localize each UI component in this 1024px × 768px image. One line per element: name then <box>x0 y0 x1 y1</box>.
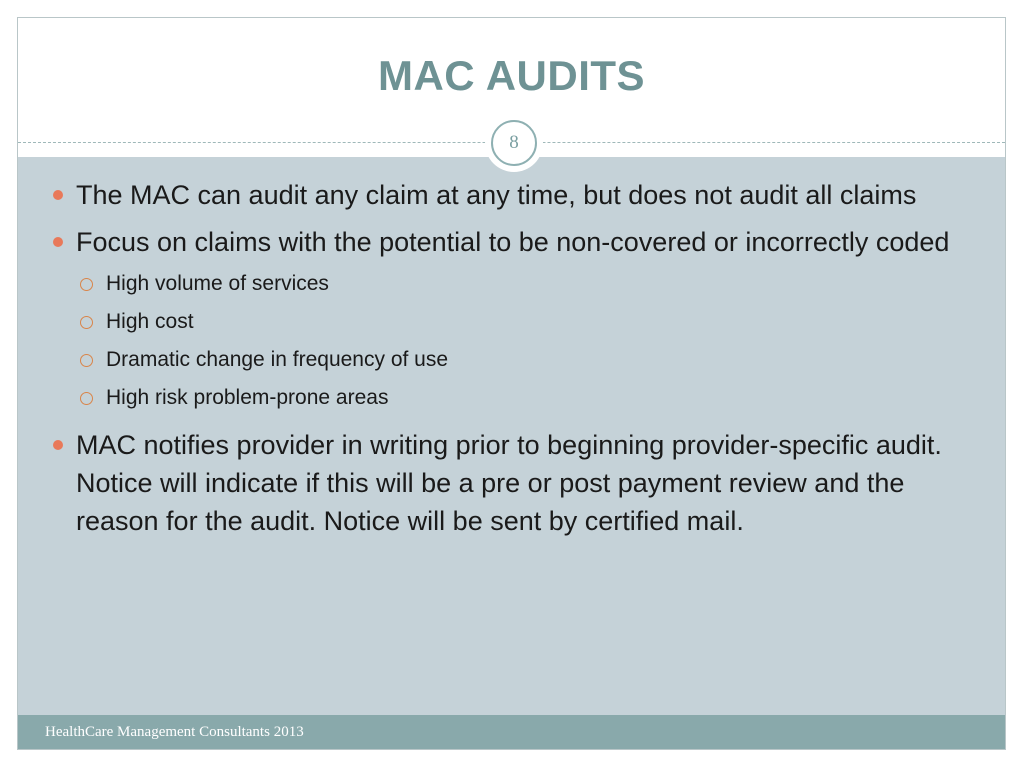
bullet-dot-icon <box>53 190 63 200</box>
bullet-text: Focus on claims with the potential to be non-covered or incorrectly coded <box>76 227 950 257</box>
ring-bullet-icon <box>80 316 93 329</box>
sub-bullet-list <box>76 265 968 417</box>
bullet-list <box>48 176 968 549</box>
ring-bullet-icon <box>80 392 93 405</box>
page-number: 8 <box>491 120 537 166</box>
footer-text: HealthCare Management Consultants 2013 <box>45 724 304 740</box>
sub-bullet-item <box>76 265 968 303</box>
footer-bar <box>18 715 1005 750</box>
slide <box>17 17 1006 750</box>
page-number-badge <box>485 114 543 172</box>
sub-bullet-text: High volume of services <box>106 272 329 295</box>
sub-bullet-text: High cost <box>106 310 194 333</box>
bullet-dot-icon <box>53 237 63 247</box>
bullet-text: The MAC can audit any claim at any time, but does not audit all claims <box>76 180 917 210</box>
bullet-text: MAC notifies provider in writing prior to beginning provider-specific audit. Notice will indicate if this will be a pre or post payment review and the reason for the audit. Notice will be sent by certified mail. <box>76 430 942 536</box>
bullet-item <box>48 426 968 540</box>
bullet-dot-icon <box>53 440 63 450</box>
sub-bullet-item <box>76 341 968 379</box>
slide-title: MAC AUDITS <box>377 52 646 99</box>
ring-bullet-icon <box>80 278 93 291</box>
sub-bullet-item <box>76 303 968 341</box>
bullet-item <box>48 176 968 214</box>
sub-bullet-text: High risk problem-prone areas <box>106 386 389 409</box>
sub-bullet-text: Dramatic change in frequency of use <box>106 348 449 371</box>
bullet-item <box>48 223 968 417</box>
ring-bullet-icon <box>80 354 93 367</box>
sub-bullet-item <box>76 379 968 417</box>
